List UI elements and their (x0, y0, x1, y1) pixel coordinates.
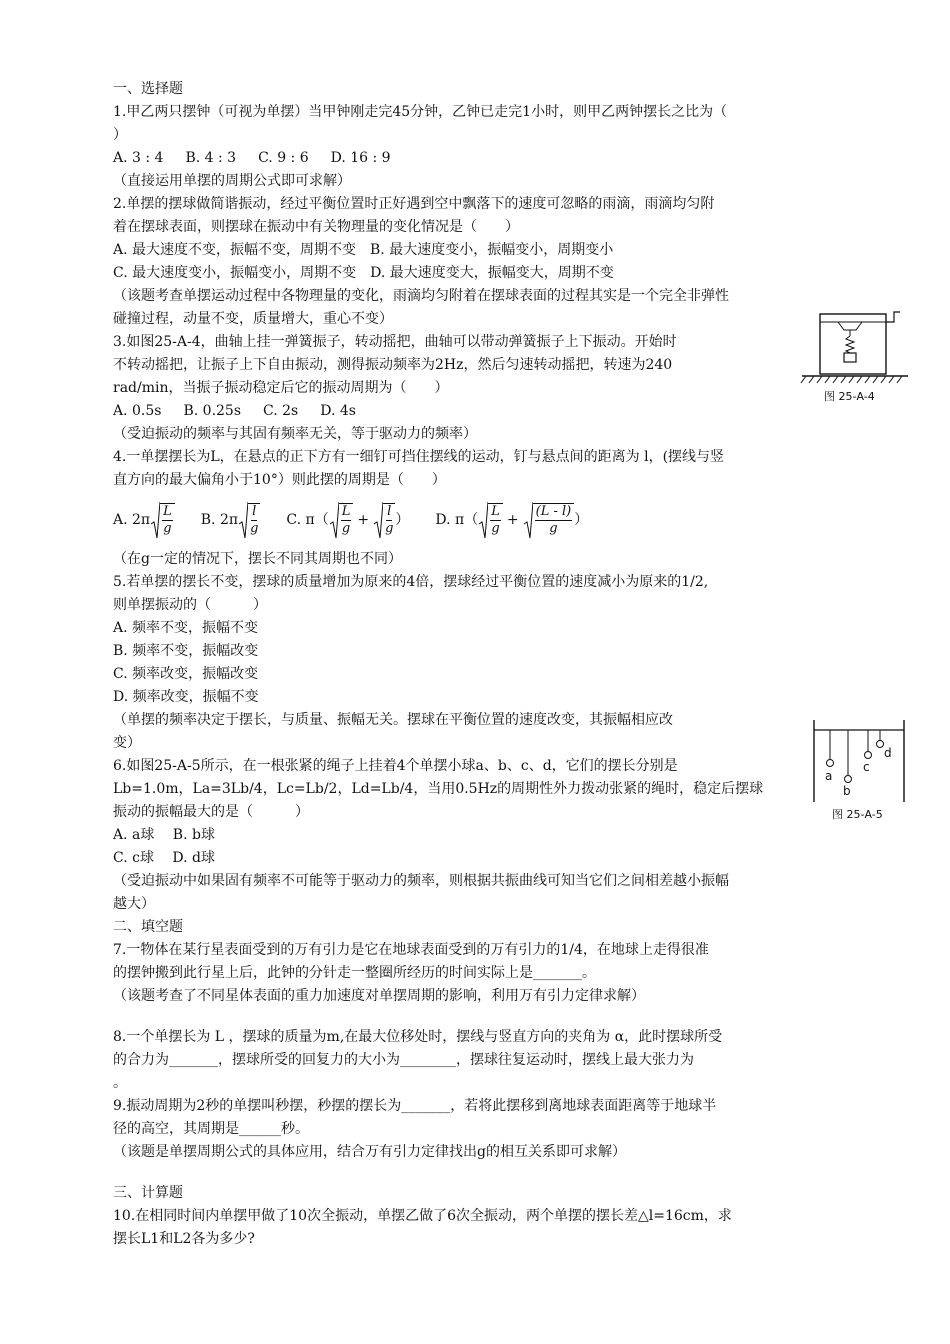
document-body (113, 78, 843, 1251)
numerator-l: l (387, 504, 392, 519)
plus-sign: + (506, 511, 519, 528)
denominator-g: g (491, 521, 500, 536)
plus-sign: + (357, 511, 370, 528)
denominator-g: g (250, 521, 259, 536)
sqrt-L-over-g (329, 500, 354, 540)
q6-stem-1: 6.如图25-A-5所示，在一根张紧的绳子上挂着4个单摆小球a、b、c、d，它们的摆长分别是 (113, 758, 678, 774)
q9-stem-1: 9.振动周期为2秒的单摆叫秒摆，秒摆的摆长为_______，若将此摆移到离地球表面距离等于地球半 (113, 1098, 717, 1114)
q9-stem-2: 径的高空，其周期是______秒。 (113, 1121, 309, 1137)
q3-options (113, 400, 843, 423)
pendulum-label-b: b (843, 784, 851, 798)
q4-option-c (286, 500, 409, 540)
q2-stem-2: 着在摆球表面，则摆球在振动中有关物理量的变化情况是（ ） (113, 219, 519, 235)
q10-stem-2: 摆长L1和L2各为多少? (113, 1231, 255, 1247)
q5-hint-1: （单摆的频率决定于摆长，与质量、振幅无关。摆球在平衡位置的速度改变，其振幅相应改 (113, 712, 673, 728)
q3-option-a: A. 0.5s (113, 403, 162, 419)
q1-options (113, 147, 843, 170)
q3-stem-2: 不转动摇把，让振子上下自由振动，测得振动频率为2Hz，然后匀速转动摇把，转速为240 (113, 357, 673, 373)
q2-hint-2: 碰撞过程，动量不变，质量增大，重心不变） (113, 311, 393, 327)
q4-hint: （在g一定的情况下，摆长不同其周期也不同） (113, 551, 402, 567)
q1-option-a: A. 3 : 4 (113, 150, 164, 166)
q3-stem-1: 3.如图25-A-4，曲轴上挂一弹簧振子，转动摇把，曲轴可以带动弹簧振子上下振动。开始时 (113, 334, 677, 350)
q7-hint: （该题考查了不同星体表面的重力加速度对单摆周期的影响，利用万有引力定律求解） (113, 988, 645, 1004)
q3-stem-3: rad/min，当振子振动稳定后它的振动周期为（ ） (113, 380, 449, 396)
q6-hint-1: （受迫振动中如果固有频率不可能等于驱动力的频率，则根据共振曲线可知当它们之间相差越小振幅 (113, 873, 729, 889)
q4-formula-options (113, 498, 843, 542)
q2-options-ab: A. 最大速度不变，振幅不变，周期不变 B. 最大速度变小，振幅变小，周期变小 (113, 242, 614, 258)
radical-sign-icon (478, 500, 488, 540)
radical-sign-icon (329, 500, 339, 540)
q4-option-a (113, 500, 175, 540)
section-fill: 二、填空题 (113, 919, 183, 935)
figure-25-A-4-caption: 图 25-A-4 (824, 390, 875, 403)
q7-stem-1: 7.一物体在某行星表面受到的万有引力是它在地球表面受到的万有引力的1/4，在地球上走得很准 (113, 942, 709, 958)
figure-25-A-5-caption: 图 25-A-5 (832, 808, 883, 821)
q2-options-cd: C. 最大速度变小，振幅变小，周期不变 D. 最大速度变大，振幅变大，周期不变 (113, 265, 614, 281)
sqrt-L-over-g (478, 500, 503, 540)
section-choice: 一、选择题 (113, 81, 183, 97)
close-paren: ） (574, 511, 589, 528)
sqrt-L-over-g (150, 500, 175, 540)
figure-25-A-5 (810, 718, 910, 828)
q6-stem-2: Lb=1.0m，La=3Lb/4，Lc=Lb/2，Ld=Lb/4，当用0.5Hz的周期性外力拨动张紧的绳时，稳定后摆球 (113, 781, 764, 797)
four-pendulums-diagram (810, 718, 910, 802)
q7-stem-2: 的摆钟搬到此行星上后，此钟的分针走一整圈所经历的时间实际上是_______。 (113, 965, 596, 981)
close-paren: ） (395, 511, 410, 528)
q3-option-b: B. 0.25s (183, 403, 242, 419)
q1-option-c: C. 9 : 6 (258, 150, 309, 166)
pendulum-label-c: c (863, 760, 870, 774)
q5-option-b: B. 频率不变，振幅改变 (113, 643, 259, 659)
q6-options-ab: A. a球 B. b球 (113, 827, 215, 843)
denominator-g: g (385, 521, 394, 536)
q5-option-c: C. 频率改变，振幅改变 (113, 666, 259, 682)
q3-option-d: D. 4s (320, 403, 356, 419)
section-calc: 三、计算题 (113, 1185, 183, 1201)
q5-option-a: A. 频率不变，振幅不变 (113, 620, 259, 636)
sqrt-L-minus-l-over-g (523, 500, 575, 540)
numerator-l: l (252, 504, 257, 519)
q4-stem-1: 4.一单摆摆长为L，在悬点的正下方有一细钉可挡住摆线的运动，钉与悬点间的距离为 l，(摆线与竖 (113, 449, 725, 465)
q4-option-a-label: A. 2π (113, 511, 151, 528)
q2-stem-1: 2.单摆的摆球做简谐振动，经过平衡位置时正好遇到空中飘落下的速度可忽略的雨滴，雨滴均匀附 (113, 196, 715, 212)
denominator-g: g (341, 521, 351, 536)
q3-option-c: C. 2s (263, 403, 299, 419)
q1-stem-2: ） (113, 127, 127, 143)
q6-hint-2: 越大） (113, 896, 155, 912)
q8-stem-2: 的合力为_______，摆球所受的回复力的大小为________，摆球往复运动时，摆线上最大张力为 (113, 1052, 694, 1068)
sqrt-l-over-g (238, 500, 260, 540)
q4-option-b-label: B. 2π (200, 511, 239, 528)
q5-stem-2: 则单摆振动的（ ） (113, 597, 267, 613)
q1-option-d: D. 16 : 9 (330, 150, 391, 166)
q1-stem-1: 1.甲乙两只摆钟（可视为单摆）当甲钟刚走完45分钟，乙钟已走完1小时，则甲乙两钟摆长之比为（ (113, 104, 728, 120)
q1-option-b: B. 4 : 3 (185, 150, 237, 166)
q8-stem-3: 。 (113, 1075, 127, 1091)
q4-option-b (201, 500, 261, 540)
q6-options-cd: C. c球 D. d球 (113, 850, 215, 866)
radical-sign-icon (150, 500, 160, 540)
q1-hint: （直接运用单摆的周期公式即可求解） (113, 173, 351, 189)
radical-sign-icon (238, 500, 248, 540)
q4-option-c-label: C. π（ (286, 511, 329, 528)
denominator-g: g (549, 521, 558, 536)
q5-hint-2: 变） (113, 735, 141, 751)
numerator-L: L (163, 504, 172, 519)
q5-option-d: D. 频率改变，振幅不变 (113, 689, 259, 705)
numerator-L: L (491, 504, 500, 519)
q3-hint: （受迫振动的频率与其固有频率无关，等于驱动力的频率） (113, 426, 477, 442)
q10-stem-1: 10.在相同时间内单摆甲做了10次全振动，单摆乙做了6次全振动，两个单摆的摆长差△l=16cm，求 (113, 1208, 732, 1224)
denominator-g: g (163, 521, 172, 536)
sqrt-l-over-g (373, 500, 395, 540)
q2-hint-1: （该题考查单摆运动过程中各物理量的变化，雨滴均匀附着在摆球表面的过程其实是一个完全非弹性 (113, 288, 729, 304)
numerator-L: L (341, 504, 351, 519)
q4-option-d-label: D. π（ (435, 511, 479, 528)
figure-25-A-4 (800, 308, 910, 408)
q5-stem-1: 5.若单摆的摆长不变，摆球的质量增加为原来的4倍，摆球经过平衡位置的速度减小为原来的1/2, (113, 574, 709, 590)
q9-hint: （该题是单摆周期公式的具体应用，结合万有引力定律找出g的相互关系即可求解） (113, 1144, 626, 1160)
q6-stem-3: 振动的振幅最大的是（ ） (113, 804, 309, 820)
q4-stem-2: 直方向的最大偏角小于10°）则此摆的周期是（ ） (113, 472, 446, 488)
q8-stem-1: 8.一个单摆长为 L ，摆球的质量为m,在最大位移处时，摆线与竖直方向的夹角为 α，此时摆球所受 (113, 1029, 723, 1045)
radical-sign-icon (523, 500, 533, 540)
pendulum-label-d: d (884, 746, 892, 760)
q4-option-d (435, 500, 588, 540)
numerator-L-minus-l: (L - l) (535, 504, 572, 519)
radical-sign-icon (373, 500, 383, 540)
crank-spring-oscillator-diagram (800, 308, 910, 388)
pendulum-label-a: a (825, 769, 833, 783)
